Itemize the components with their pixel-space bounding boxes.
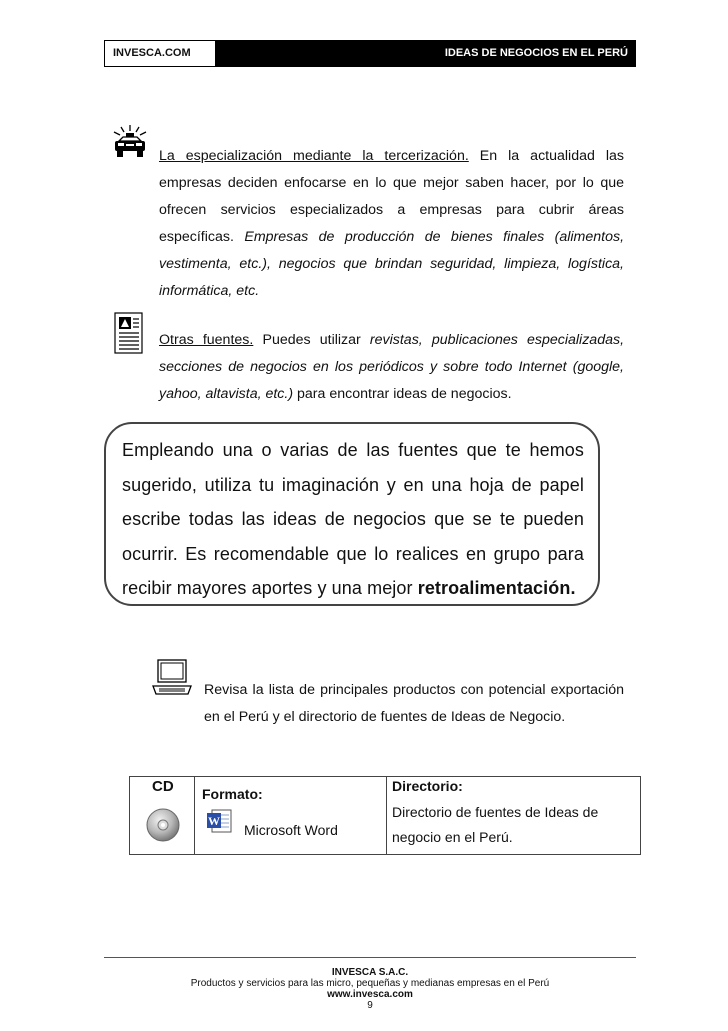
page-header	[104, 40, 636, 67]
directory-label: Directorio:	[392, 778, 463, 794]
header-site-name: INVESCA.COM	[105, 41, 215, 66]
directory-line-1: Directorio de fuentes de Ideas de	[392, 804, 599, 820]
section-tercerizacion	[159, 143, 624, 305]
cd-label: CD	[152, 778, 174, 795]
section-tercerizacion-text: En la actualidad las empresas deciden enfocarse en lo que mejor saben hacer, por lo que ofrecen servicios especializados a empresas para cubrir áreas específicas.	[159, 148, 624, 245]
format-value: Microsoft Word	[244, 822, 338, 838]
section-revisa-text: Revisa la lista de principales productos con potencial exportación en el Perú y el directorio de fuentes de Ideas de Negocio.	[204, 682, 624, 725]
resource-table	[129, 776, 641, 855]
cd-icon[interactable]	[145, 807, 181, 843]
section-tercerizacion-examples: Empresas de producción de bienes finales (alimentos, vestimenta, etc.), negocios que brindan seguridad, limpieza, logística, informática, etc.	[159, 229, 625, 299]
directory-line-2: negocio en el Perú.	[392, 829, 513, 845]
footer-url[interactable]: www.invesca.com	[327, 989, 413, 1000]
section-otras-fuentes-ending: para encontrar ideas de negocios.	[293, 386, 512, 402]
section-tercerizacion-title: La especialización mediante la tercerización.	[159, 148, 469, 164]
format-label: Formato:	[202, 786, 263, 802]
callout-emphasis: retroalimentación.	[417, 578, 576, 598]
section-otras-fuentes-title: Otras fuentes.	[159, 332, 254, 348]
police-car-icon	[110, 124, 150, 160]
footer-company: INVESCA S.A.C.	[331, 967, 409, 978]
callout-text	[122, 433, 584, 606]
word-icon	[206, 809, 232, 833]
header-title: IDEAS DE NEGOCIOS EN EL PERÚ	[215, 41, 635, 66]
section-otras-fuentes-text: Puedes utilizar	[253, 332, 370, 348]
footer-tagline: Productos y servicios para las micro, pequeñas y medianas empresas en el Perú	[190, 978, 550, 989]
svg-text:W: W	[208, 814, 220, 828]
page-number: 9	[367, 1000, 373, 1011]
footer-divider	[104, 957, 636, 958]
newspaper-icon	[114, 312, 144, 354]
section-otras-fuentes-examples: revistas, publicaciones especializadas, secciones de negocios en los periódicos y sobre todo Internet (google, yahoo, altavista, etc.)	[159, 332, 625, 402]
computer-icon	[150, 658, 194, 696]
section-revisa	[204, 677, 624, 731]
section-otras-fuentes	[159, 327, 624, 408]
callout-body: Empleando una o varias de las fuentes que te hemos sugerido, utiliza tu imaginación y en una hoja de papel escribe todas las ideas de negocios que se te pueden ocurrir. Es recomendable que lo realices en grupo para recibir mayores aportes y una mejor	[122, 440, 584, 598]
